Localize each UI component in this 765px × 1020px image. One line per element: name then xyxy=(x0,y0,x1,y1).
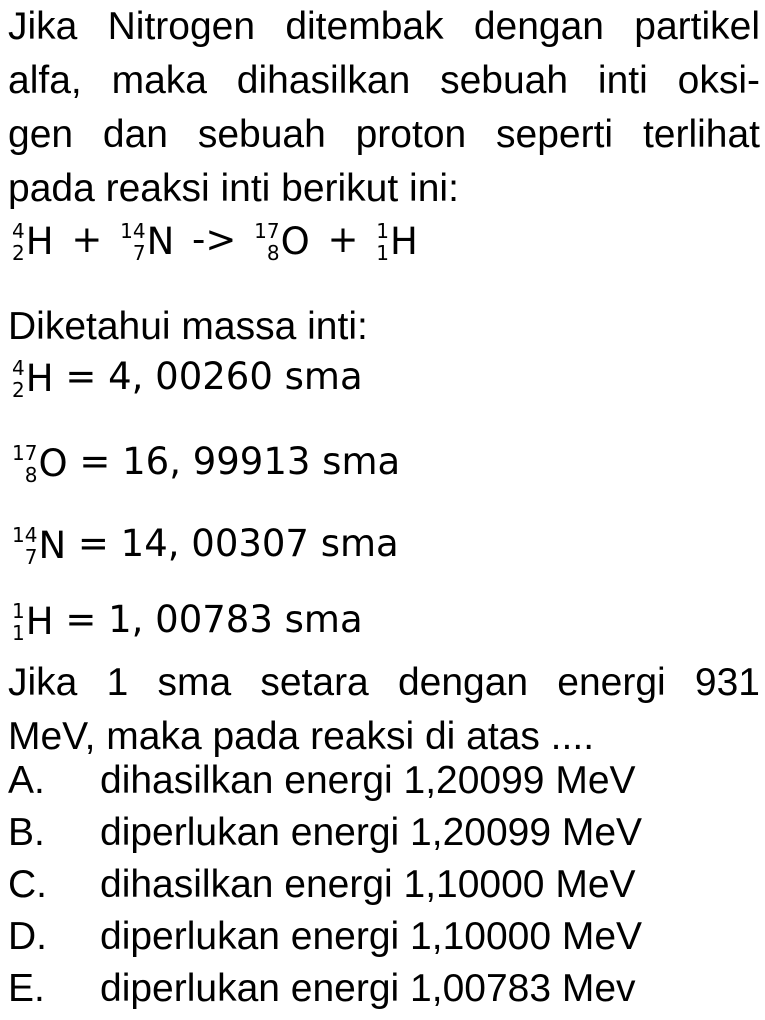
element-symbol: H xyxy=(390,219,418,263)
option-text: diperlukan energi 1,10000 MeV xyxy=(100,915,643,958)
product-proton xyxy=(376,220,418,264)
atomic-number: 2 xyxy=(12,377,25,402)
option-e[interactable] xyxy=(8,966,636,1012)
option-letter: E. xyxy=(8,967,45,1010)
question-line-1: Jika 1 sma setara dengan energi 931 xyxy=(8,661,760,704)
atomic-number: 2 xyxy=(12,240,25,265)
element-symbol: N xyxy=(146,219,175,263)
masses-heading: Diketahui massa inti: xyxy=(8,305,368,348)
atomic-number: 7 xyxy=(132,240,146,265)
mass-value: = 4, 00260 sma xyxy=(65,355,363,398)
option-b[interactable] xyxy=(8,810,642,856)
option-text: dihasilkan energi 1,10000 MeV xyxy=(100,863,636,906)
mass-oxygen xyxy=(12,440,400,486)
reactant-helium xyxy=(12,220,54,264)
question-paragraph xyxy=(8,656,760,764)
mass-nitrogen xyxy=(12,522,399,568)
mass-value: = 14, 00307 sma xyxy=(77,522,399,565)
mass-value: = 1, 00783 sma xyxy=(65,598,363,641)
intro-paragraph xyxy=(8,0,760,216)
atomic-number: 7 xyxy=(24,544,38,569)
option-text: diperlukan energi 1,20099 MeV xyxy=(100,811,643,854)
question-line-2: MeV, maka pada reaksi di atas .... xyxy=(8,715,595,758)
option-letter: C. xyxy=(8,863,47,906)
element-symbol: H xyxy=(25,356,54,400)
reaction-equation xyxy=(12,218,418,264)
atomic-number: 1 xyxy=(12,620,25,645)
intro-line-4: pada reaksi inti berikut ini: xyxy=(8,167,459,210)
intro-line-3: gen dan sebuah proton seperti terlihat xyxy=(8,113,760,156)
mass-number: 4 xyxy=(12,355,25,380)
option-c[interactable] xyxy=(8,862,636,908)
mass-helium xyxy=(12,355,363,401)
mass-number: 17 xyxy=(254,218,280,243)
element-symbol: H xyxy=(25,599,54,643)
option-a[interactable] xyxy=(8,758,636,804)
reaction-arrow: -> xyxy=(192,218,237,261)
mass-number: 17 xyxy=(12,440,38,465)
mass-number: 1 xyxy=(376,218,389,243)
plus-sign: + xyxy=(327,218,359,261)
intro-line-2: alfa, maka dihasilkan sebuah inti oksi- xyxy=(8,59,760,102)
element-symbol: O xyxy=(38,441,68,485)
plus-sign: + xyxy=(71,218,103,261)
mass-number: 14 xyxy=(120,218,146,243)
element-symbol: O xyxy=(280,219,310,263)
mass-value: = 16, 99913 sma xyxy=(79,440,401,483)
element-symbol: N xyxy=(38,523,67,567)
option-text: dihasilkan energi 1,20099 MeV xyxy=(100,759,636,802)
mass-hydrogen xyxy=(12,598,363,644)
option-d[interactable] xyxy=(8,914,642,960)
reactant-nitrogen xyxy=(120,220,174,264)
product-oxygen xyxy=(254,220,310,264)
option-letter: B. xyxy=(8,811,45,854)
option-letter: D. xyxy=(8,915,47,958)
mass-number: 14 xyxy=(12,522,38,547)
option-letter: A. xyxy=(8,759,45,802)
atomic-number: 1 xyxy=(376,240,389,265)
intro-line-1: Jika Nitrogen ditembak dengan partikel xyxy=(8,5,760,48)
element-symbol: H xyxy=(25,219,54,263)
atomic-number: 8 xyxy=(266,240,280,265)
mass-number: 1 xyxy=(12,598,25,623)
option-text: diperlukan energi 1,00783 Mev xyxy=(100,967,636,1010)
mass-number: 4 xyxy=(12,218,25,243)
atomic-number: 8 xyxy=(24,462,38,487)
